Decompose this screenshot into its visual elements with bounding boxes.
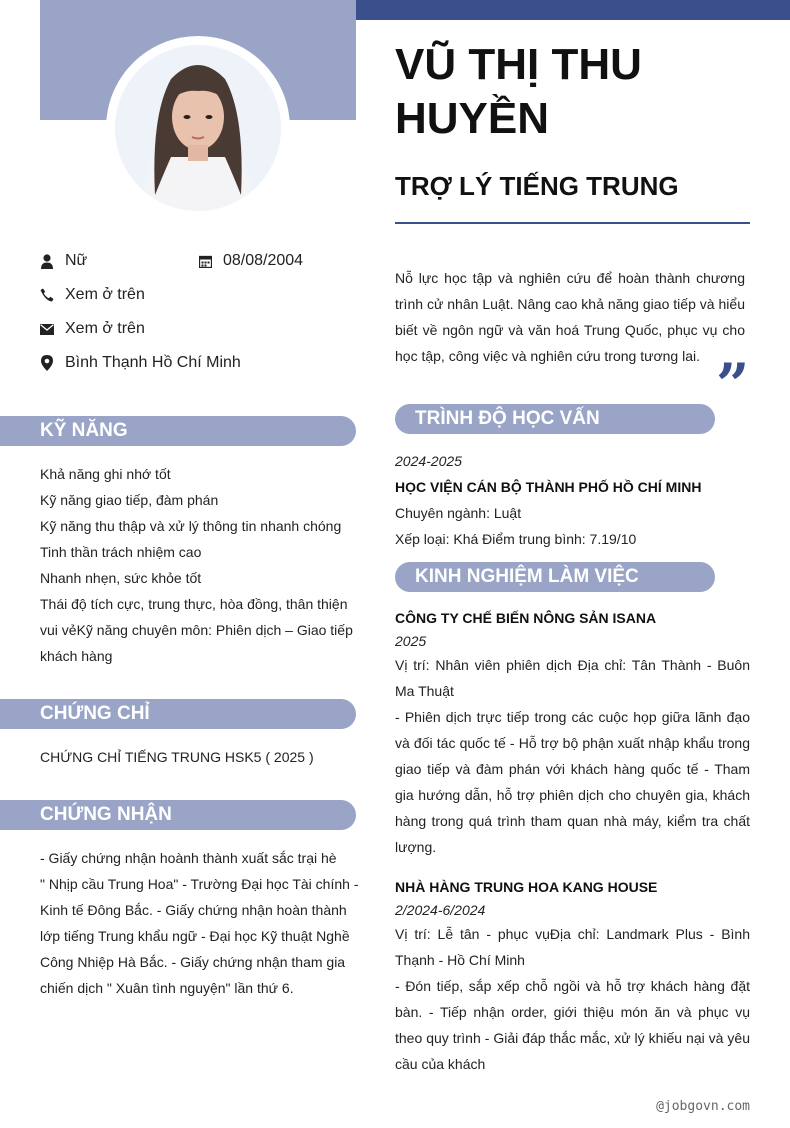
education-grade: Xếp loại: Khá Điểm trung bình: 7.19/10 [395, 531, 637, 547]
certificates-heading: CHỨNG CHỈ [0, 699, 356, 729]
experience-position: Vị trí: Lễ tân - phục vụĐịa chỉ: Landmark Plus - Bình Thạnh - Hồ Chí Minh [395, 926, 750, 968]
experience-position: Vị trí: Nhân viên phiên dịch Địa chỉ: Tân Thành - Buôn Ma Thuật [395, 657, 750, 699]
info-email [40, 320, 145, 338]
skill-item: Kỹ năng thu thập và xử lý thông tin nhanh chóng [40, 518, 342, 534]
skill-item: khách hàng [40, 648, 113, 664]
title-divider [395, 222, 750, 224]
person-icon [40, 253, 54, 269]
address-value: Bình Thạnh Hồ Chí Minh [65, 354, 241, 371]
avatar [115, 45, 281, 211]
experience-date: 2025 [395, 633, 427, 649]
award-line: chiến dịch " Xuân tình nguyện" lần thứ 6. [40, 980, 294, 996]
education-heading: TRÌNH ĐỘ HỌC VẤN [395, 404, 715, 434]
award-line: lớp tiếng Trung khẩu ngữ - Đại học Kỹ thuật Nghề [40, 928, 350, 944]
education-major: Chuyên ngành: Luật [395, 505, 522, 521]
experience-heading: KINH NGHIỆM LÀM VIỆC [395, 562, 715, 592]
experience-entry [395, 606, 750, 860]
phone-value: Xem ở trên [65, 286, 145, 303]
info-address [40, 354, 241, 372]
skill-item: vui vẻKỹ năng chuyên môn: Phiên dịch – Giao tiếp [40, 622, 353, 638]
experience-date: 2/2024-6/2024 [395, 902, 486, 918]
email-value: Xem ở trên [65, 320, 145, 337]
education-entry [395, 448, 750, 552]
envelope-icon [40, 321, 54, 337]
award-line: - Giấy chứng nhận hoành thành xuất sắc trại hè [40, 850, 337, 866]
skill-item: Khả năng ghi nhớ tốt [40, 466, 171, 482]
certificate-item: CHỨNG CHỈ TIẾNG TRUNG HSK5 ( 2025 ) [40, 749, 314, 765]
education-school: HỌC VIỆN CÁN BỘ THÀNH PHỐ HỒ CHÍ MINH [395, 479, 702, 495]
skill-item: Kỹ năng giao tiếp, đàm phán [40, 492, 219, 508]
skills-heading: KỸ NĂNG [0, 416, 356, 446]
info-gender [40, 252, 87, 270]
info-phone [40, 286, 145, 304]
experience-description: - Đón tiếp, sắp xếp chỗ ngồi và hỗ trợ khách hàng đặt bàn. - Tiếp nhận order, giới thiệu món ăn và phục vụ theo quy trình - Giải đáp thắc mắc, xử lý khiếu nại và yêu cầu của khách [395, 978, 750, 1072]
award-line: Kinh tế Đông Bắc. - Giấy chứng nhận hoàn thành [40, 902, 347, 918]
education-date: 2024-2025 [395, 453, 462, 469]
quote-icon: ” [716, 351, 750, 419]
birthday-value: 08/08/2004 [223, 252, 304, 269]
footer-watermark: @jobgovn.com [656, 1099, 750, 1114]
awards-list [40, 845, 359, 1001]
job-title: TRỢ LÝ TIẾNG TRUNG [395, 171, 679, 201]
skill-item: Thái độ tích cực, trung thực, hòa đồng, thân thiện [40, 596, 348, 612]
candidate-name: VŨ THỊ THU HUYỀN [395, 40, 642, 143]
skill-item: Tinh thần trách nhiệm cao [40, 544, 202, 560]
career-objective: Nỗ lực học tập và nghiên cứu để hoàn thành chương trình cử nhân Luật. Nâng cao khả năng giao tiếp và hiểu biết về ngôn ngữ và văn hoá Trung Quốc, phục vụ cho học tập, công việc và nghiên cứu trong tương lai. [395, 270, 745, 364]
map-pin-icon [40, 355, 54, 371]
experience-company: CÔNG TY CHẾ BIẾN NÔNG SẢN ISANA [395, 610, 657, 626]
experience-description: - Phiên dịch trực tiếp trong các cuộc họp giữa lãnh đạo và đối tác quốc tế - Hỗ trợ bộ phận xuất nhập khẩu trong giao tiếp và đàm phán với khách hàng quốc tế - Tham gia hướng dẫn, hỗ trợ phiên dịch cho chuyên gia, khách hàng trong quá trình tham quan nhà máy, kiểm tra chất lượng. [395, 709, 750, 855]
experience-company: NHÀ HÀNG TRUNG HOA KANG HOUSE [395, 879, 658, 895]
skills-list [40, 461, 356, 669]
phone-icon [40, 287, 54, 303]
calendar-icon [198, 253, 212, 269]
info-birthday [198, 252, 303, 270]
award-line: Công Nhiệp Hà Bắc. - Giấy chứng nhận tham gia [40, 954, 346, 970]
award-line: " Nhịp cầu Trung Hoa" - Trường Đại học Tài chính - [40, 876, 359, 892]
experience-entry [395, 875, 750, 1077]
skill-item: Nhanh nhẹn, sức khỏe tốt [40, 570, 202, 586]
gender-value: Nữ [65, 252, 88, 269]
awards-heading: CHỨNG NHẬN [0, 800, 356, 830]
header-accent-bar [356, 0, 790, 20]
